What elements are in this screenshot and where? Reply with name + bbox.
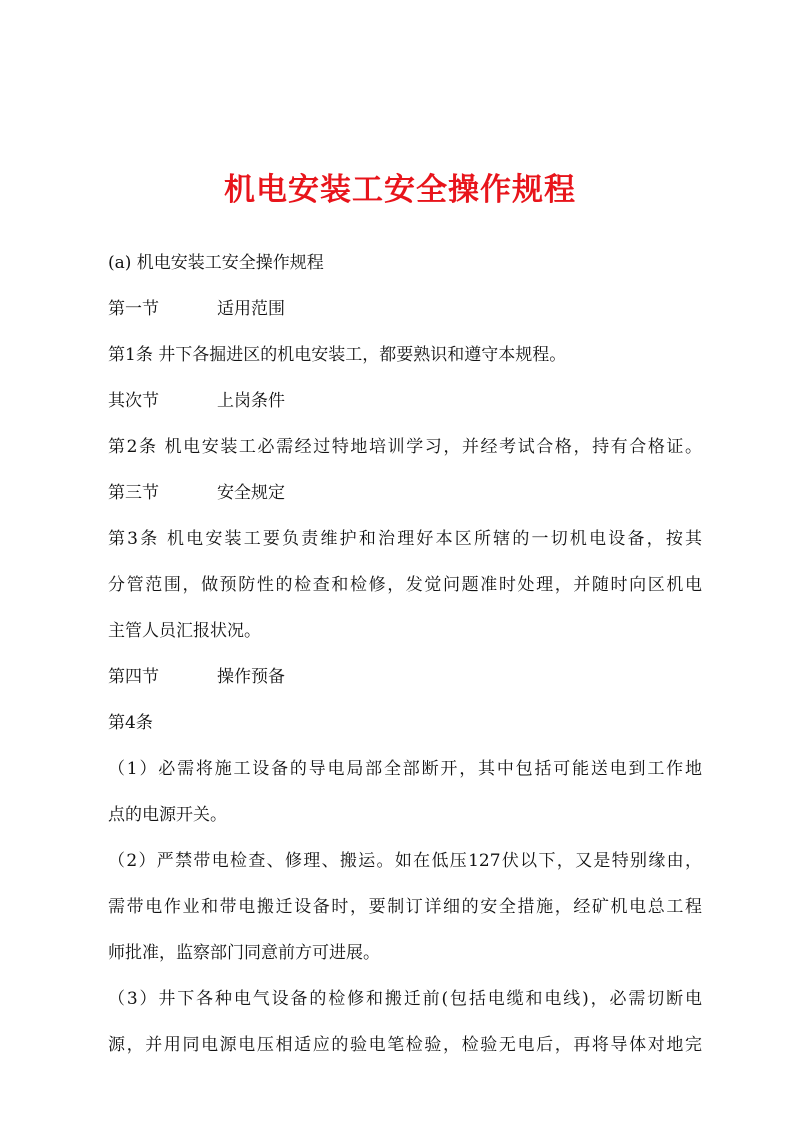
section-label: 第一节 — [108, 299, 159, 319]
item-1-line-2: 点的电源开关。 — [108, 805, 227, 825]
document-title: 机电安装工安全操作规程 — [224, 172, 576, 208]
document-body — [108, 240, 702, 1068]
article-3-line-3: 主管人员汇报状况。 — [108, 621, 261, 641]
section-title: 操作预备 — [217, 667, 285, 687]
item-2-line-1: （2）严禁带电检查、修理、搬运。如在低压127伏以下，又是特别缘由， — [108, 851, 702, 871]
section-title: 安全规定 — [217, 483, 285, 503]
section-heading-3 — [108, 470, 702, 516]
article-4-heading: 第4条 — [108, 713, 153, 733]
section-label: 第三节 — [108, 483, 159, 503]
section-title: 适用范围 — [217, 299, 285, 319]
article-1: 第1条 井下各掘进区的机电安装工，都要熟识和遵守本规程。 — [108, 345, 567, 365]
section-heading-1 — [108, 286, 702, 332]
item-2-line-2: 需带电作业和带电搬迁设备时，要制订详细的安全措施，经矿机电总工程 — [108, 897, 702, 917]
section-title: 上岗条件 — [217, 391, 285, 411]
item-1-line-1: （1）必需将施工设备的导电局部全部断开，其中包括可能送电到工作地 — [108, 759, 702, 779]
section-label: 其次节 — [108, 391, 159, 411]
section-heading-2 — [108, 378, 702, 424]
section-label: 第四节 — [108, 667, 159, 687]
section-heading-4 — [108, 654, 702, 700]
document-subtitle: (a) 机电安装工安全操作规程 — [108, 253, 324, 273]
item-3-line-1: （3）井下各种电气设备的检修和搬迁前(包括电缆和电线)，必需切断电 — [108, 989, 702, 1009]
item-2-line-3: 师批准，监察部门同意前方可进展。 — [108, 943, 380, 963]
item-3-line-2: 源，并用同电源电压相适应的验电笔检验，检验无电后，再将导体对地完 — [108, 1035, 702, 1055]
article-3-line-2: 分管范围，做预防性的检查和检修，发觉问题准时处理，并随时向区机电 — [108, 575, 702, 595]
article-2: 第2条 机电安装工必需经过特地培训学习，并经考试合格，持有合格证。 — [108, 437, 702, 457]
article-3-line-1: 第3条 机电安装工要负责维护和治理好本区所辖的一切机电设备，按其 — [108, 529, 702, 549]
